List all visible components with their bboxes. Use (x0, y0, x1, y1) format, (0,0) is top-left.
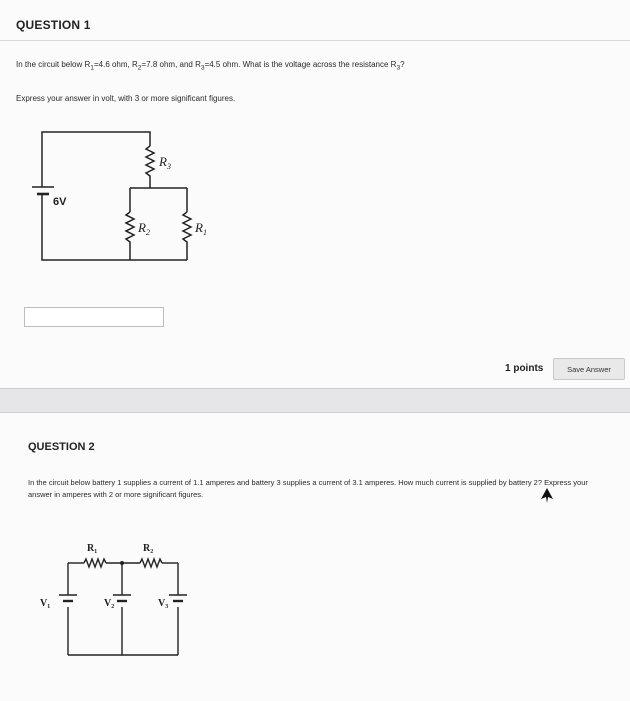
q2-v2-label: V₂ (104, 598, 115, 609)
question-1-prompt: In the circuit below $R_1=4.6$ ohm, $R_2=7.8$ ohm, and $R_3=4.5$ ohm. What is the voltage across the resistance $R_3$? (16, 60, 405, 72)
q2-v3-label: V₃ (158, 598, 169, 609)
save-answer-button[interactable]: Save Answer (553, 358, 625, 380)
points-label: 1 points (505, 363, 544, 374)
question-1-instruction: Express your answer in volt, with 3 or more significant figures. (16, 94, 236, 103)
battery-6v-label: 6V (53, 196, 67, 208)
r2-label: $R_2$ (138, 220, 150, 237)
question-2-title: QUESTION 2 (28, 441, 95, 453)
mouse-cursor-icon (541, 488, 553, 504)
question-1-title: QUESTION 1 (16, 18, 91, 32)
question-2-prompt: In the circuit below battery 1 supplies a current of 1.1 amperes and battery 3 supplies a current of 3.1 amperes. How much current is supplied by battery 2? Express your answer in amperes with 2 or more significant figures. (28, 478, 588, 499)
q2-r1-label: R₁ (87, 543, 98, 554)
q2-r2-label: R₂ (143, 543, 154, 554)
r1-label: $R_1$ (195, 220, 207, 237)
question-2-panel (0, 412, 630, 701)
question-1-circuit-diagram (0, 0, 630, 300)
answer-input[interactable] (24, 307, 164, 327)
r3-label: $R_3$ (159, 154, 171, 171)
question-2-circuit-diagram (0, 523, 260, 693)
q2-v1-label: V₁ (40, 598, 51, 609)
